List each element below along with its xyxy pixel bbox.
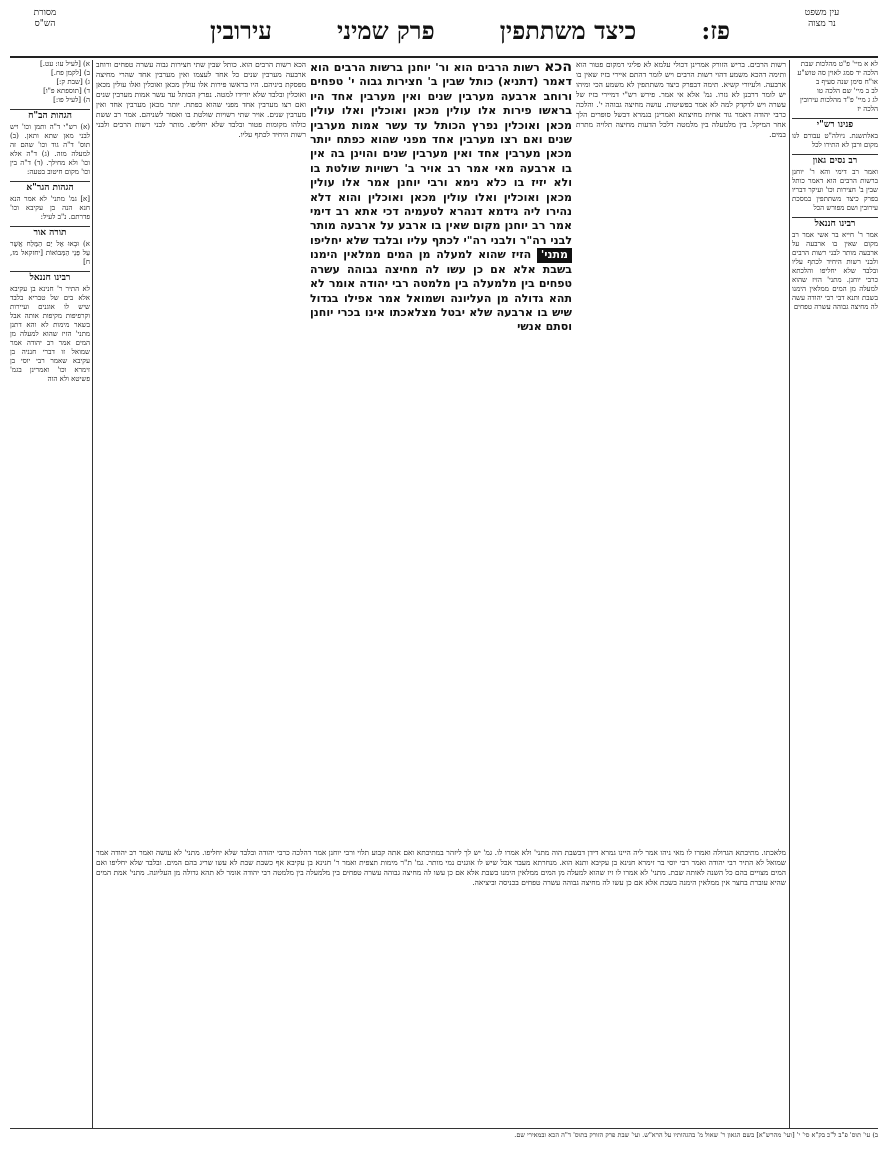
masoret-item: ד) [תוספתא פ"ו] bbox=[43, 87, 90, 95]
section-title: רבינו חננאל bbox=[10, 271, 90, 283]
mishnah-body: הזיז שהוא למעלה מן המים ממלאין הימנו בשבת אלא אם כן עשו לה מחיצה גבוהה עשרה טפחים בין מלמעלה בין מלמטה רבי יהודה אומר לא תהא גדולה מן העליונה bbox=[310, 248, 572, 305]
section-title: תורה אור bbox=[10, 226, 90, 238]
masoret-item: ה) [לעיל פו:] bbox=[53, 96, 90, 104]
section-body: (א) רש"י ד"ה ותמן וכו' ויש לבני מאן שתא ותאן. (ב) תוס' ד"ה גוד וכו' שהם זה למעלה מזה. (ג) ד"ה אלא וכו' ולא מחילך. (ד) ד"ה בין וכו' מקום חיטוב בטעה: bbox=[10, 123, 90, 176]
masoret-hashas-label: מסורת הש"ס bbox=[33, 8, 57, 29]
section-body: ואמר רב דימי והא ר' יוחנן ברשות הרבים הוא דאמר כותל שבין ב' חצירות וכו' ועיקר דבריו בפרק כיצד משתתפין במסכת עירובין ושם מפורש הכל bbox=[792, 168, 878, 212]
ein-mishpat-item: לא א מיי' פ"ט מהלכות שבת הלכה יד סמג לאוין סה טוש"ע או"ח סימן שנה סעיף ב bbox=[797, 60, 878, 86]
page-footnote: ב) עי' תוס' פ"ב ל"כ בק"א סי' י' [ועי' מהרש"א] בשם הגאון ר' שאול מ' בהגהותיו על הרא"ש. ועי' שבת פרק הזורק בתוס' ד"ה הכא ובמאירי שם. bbox=[10, 1128, 878, 1143]
section-body: אמר ר' חייא בר אשי אמר רב מקום שאין בו ארבעה על ארבעה מותר לבני רשות הרבים ולבני רשות היחיד לכתף עליו ובלבד שלא יחליפו והלכתא כרבי יוחנן. מתני' הזיז שהוא למעלה מן המים ממלאין הימנו בשבת ותנא דבי רבי יהודה עשה לה מחיצה גבוהה עשרה טפחים bbox=[792, 231, 878, 311]
tractate-name: עירובין bbox=[210, 16, 272, 45]
section-title: פנינו רש"י bbox=[792, 118, 878, 130]
tosafot-body: רשות הרבים. בריש הזורק אמרינן דכולי עלמא לא פליגי דמקום פטור הוא ותימה דהכא משמע דהוי רשות הרבים ויש לומר דהתם איירי בזיז שאין בו ארבעה. ולעיורי קשיא. תימה דבפרק כיצד משתתפין לא משמע הכי ומיהו יש לומר דרבנן לא גזרו. גמ' אלא אי אמר. פירש רש"י דמיירי בזיז של עשרה ויש לדקדק למה לא אמר בפשיטות. עושה מחיצה גבוהה י'. והלכה כרבי יהודה דאמר גוד אחית מחיצתא ואמרינן בגמרא דבשל סופרים הלך אחר המיקל. בין מלמעלה בין מלמטה דלכל הדעות מחיצה תלויה מתרת במים. bbox=[576, 60, 786, 139]
daf-number: פז: bbox=[701, 16, 730, 45]
gemara-tail: ושמואל אמר אפילו בגדול שיש בו ארבעה שלא יבטל מצלאכתו אינו בכרי יוחנן וסתם אנשי bbox=[310, 291, 572, 334]
masoret-item: ב) [לקמן פח.] bbox=[50, 69, 90, 77]
chapter-title: כיצד משתתפין bbox=[499, 16, 637, 45]
column-divider bbox=[789, 60, 790, 1128]
page-header bbox=[10, 8, 878, 58]
column-divider bbox=[92, 60, 93, 1128]
ein-mishpat-item: לג ג מיי' פ"ד מהלכות עירובין הלכה יז bbox=[800, 96, 878, 113]
section-title: רבינו חננאל bbox=[792, 217, 878, 229]
gemara-lead-word: הכא bbox=[544, 60, 572, 75]
gemara-text bbox=[310, 60, 572, 550]
perek-label: פרק שמיני bbox=[336, 16, 435, 45]
ein-mishpat-label: עין משפט נר מצוה bbox=[804, 8, 840, 29]
gemara-body: רשות הרבים הוא ור' יוחנן ברשות הרבים הוא דאמר (דתניא) כותל שבין ב' חצירות גבוה י' טפחים ורוחב ארבעה מערבין שנים ואין מערבין אחד היו בראשו פירות אלו עולין מכאן ואוכלין ואלו עולין מכאן ואוכלין נפרץ הכותל עד עשר אמות מערבין שנים ואם רצו מערבין אחד מפני שהוא כפתח יותר מכאן מערבין אחד ואין מערבין שנים והוינן בה אין בו ארבעה מאי אמר רב אויר ב' רשויות שולטת בו ולא יזיז בו כלא נימא ורבי יוחנן אמר אלו עולין מכאן ואוכלין ואלו עולין מכאן ואוכלין והוא דלא נהירו ליה גידמא דנהרא לטעמיה דכי אתא רב דימי אמר רב יוחנן מקום שאין בו ארבע על ארבעה מותר לבני רה"ר ולבני רה"י לכתף עליו ובלבד שלא יחליפו bbox=[310, 61, 572, 247]
masoret-hashas-column bbox=[10, 60, 90, 1140]
running-title bbox=[210, 14, 730, 48]
ein-mishpat-column bbox=[792, 60, 878, 1140]
section-body: [א] גמ' מתני' לא אמר הנא חנא הנה בן עקיבא וכו' פדרתם. נ"ב לעיל: bbox=[10, 195, 90, 221]
mishnah-marker: מתני' bbox=[537, 248, 572, 262]
rashi-commentary bbox=[96, 60, 306, 830]
section-title: הגהות הב"ח bbox=[10, 109, 90, 121]
section-body: באלתשנת. ניולה"ט עבורם לנו מקום ורבן לא התירו לכל bbox=[792, 132, 878, 149]
section-title: רב נסים גאון bbox=[792, 154, 878, 166]
rashi-body: הכא רשות הרבים הוא. כותל שבין שתי חצירות גבוה עשרה טפחים ורוחב ארבעה מערבין שנים כל אחד לעצמו ואין מערבין אחד שהרי מחיצה מפסקת ביניהם. היו בראשו פירות אלו עולין מכאן ואוכלין ואלו עולין מכאן ואוכלין ובלבד שלא יורידו למטה. נפרץ הכותל עד עשר אמות מערבין שנים ואם רצו מערבין אחד מפני שהוא כפתח. יותר מכאן מערבין אחד ואין מערבין שנים. אויר שתי רשויות שולטת בו ואסור לשניהם. אמר רב ששת כולהו מקומות פטור ובלבד שלא יחליפו. מותר לבני רשות הרבים ולבני רשות היחיד לכתף עליו. bbox=[96, 60, 306, 139]
masoret-item: א) [לעיל עו: עט.] bbox=[40, 60, 90, 68]
section-body: לא התיר ר' חנינא בן עקיבא אלא בים של טבריא בלבד שיש לו אוגנים ועיירות וקרפיפות מקיפות אותה אבל בשאר מימות לא והא דתנן מתני' הזיז שהוא למעלה מן המים אמר רב יהודה אמר שמואל זו דברי חנניה בן עקיבא שאמר רבי יוסי בן זימרא וכו' ואמרינן בגמ' פשיטא ולא הוה bbox=[10, 285, 90, 383]
lower-body: מלאכתו. מתיבתא הגדולה ואמרו לו מאי ניהו אמר ליה היינו גמרא דידן דבשבת הוה מתני' ולא אמרו לו. גמ' יש לך ליזהר במתיבתא ואם אתה קבוע תלוי ורבי יוחנן אמר דהלכה כרבי יהודה ובלבד שלא יחליפו. מתני' לא עושה ואמר רב יהודה אמר שמואל לא התיר רבי יהודה ואמר רבי יוסי בר זימרא חנינא בן עקיבא ותנא הוא. מנחרתא מעבר אבל שיש לו אוגנים נמי מותר. גמ' ת"ר מימות תצפית ואמר ר' חנינא בן עקיבא אף כשבת שבת לא עשו שריג בהם המים. ובלבד שלא יחליפו ואם המים מצויים בהם כל השנה לאותה שבת. מתני' לא אמרו לו זיז שהוא למעלה מן המים ממלאין הימנו בשבת אלא אם כן עשו לה מחיצה גבוהה עשרה טפחים בין מלמעלה בין מלמטה רבי יהודה אומר לא תהא גדולה מן העליונה. מתני' אמת המים שהיא עוברת בחצר אין ממלאין הימנה בשבת אלא אם כן עשו לה מחיצה גבוהה עשרה טפחים בכניסה וביציאה. bbox=[96, 848, 786, 887]
section-body: א) וּבָאוּ אֶל יַם הַמֶּלַח אֲשֶׁר עַל פְּנֵי הַמְּבוֹאוֹת [יחזקאל מז, ח] bbox=[10, 240, 90, 266]
section-title: הגהות הגר"א bbox=[10, 181, 90, 193]
ein-mishpat-item: לב ב מיי' שם הלכה טו bbox=[817, 87, 878, 95]
lower-commentary bbox=[96, 848, 786, 1088]
tosafot-commentary bbox=[576, 60, 786, 830]
talmud-page bbox=[10, 8, 878, 1146]
masoret-item: ג) [שבת ק:] bbox=[56, 78, 90, 86]
